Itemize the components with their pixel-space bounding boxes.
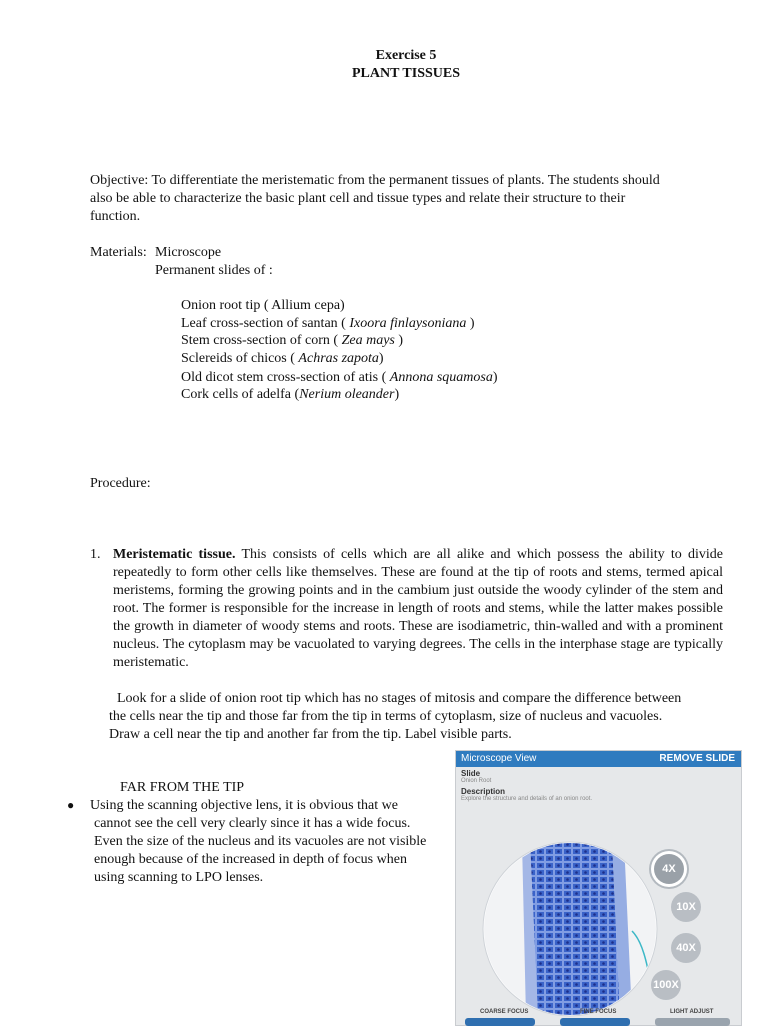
exercise-number: Exercise 5 [375,48,437,63]
microscope-header [456,751,741,767]
procedure-label: Procedure: [90,476,151,491]
meristematic-paragraph: Meristematic tissue. This consists of cells which are all alike and which possess the ability to divide repeatedly to form other cells like themselves. These are found at the tip of roots and stems, termed apical meristems, forming the growing points and in the cambium just outside the woody cylinder of the stem and root. The former is responsible for the increase in length of roots and stems, while the latter makes possible the growth in diameter of woody stems and roots. These are isodiametric, thin-walled and with a prominent nucleus. The cytoplasm may be vacuolated to varying degrees. The cells in the interphase stage are typically meristematic. [113,547,723,670]
section-heading: FAR FROM THE TIP [120,780,245,795]
lens-10x-button[interactable]: 10X [671,892,701,922]
objective-line-1: Objective: To differentiate the meristematic from the permanent tissues of plants. The students should [90,173,660,188]
observation-line: Using the scanning objective lens, it is obvious that we [90,798,398,813]
meristematic-term: Meristematic tissue. [113,547,236,562]
materials-label: Materials: [90,245,147,260]
coarse-focus-slider[interactable] [465,1018,535,1026]
lens-100x-button[interactable]: 100X [651,970,681,1000]
slide-item: Old dicot stem cross-section of atis ( Annona squamosa) [181,370,498,385]
instruction-line-1: Look for a slide of onion root tip which has no stages of mitosis and compare the difference between [117,691,682,706]
slide-item: Sclereids of chicos ( Achras zapota) [181,351,384,366]
fine-focus-slider[interactable] [560,1018,630,1026]
microscope-title: Microscope View [461,753,537,764]
description-value: Explore the structure and details of an onion root. [461,796,593,802]
light-adjust-slider[interactable] [655,1018,730,1026]
page-title: PLANT TISSUES [351,66,461,81]
slide-item: Cork cells of adelfa (Nerium oleander) [181,387,400,402]
description-label: Description [461,787,506,796]
observation-line: using scanning to LPO lenses. [94,870,264,885]
instruction-line-3: Draw a cell near the tip and another far from the tip. Label visible parts. [109,727,512,742]
item-number: 1. [90,547,101,562]
instruction-line-2: the cells near the tip and those far from the tip in terms of cytoplasm, size of nucleus and vacuoles. [109,709,663,724]
remove-slide-button[interactable]: REMOVE SLIDE [659,753,735,764]
materials-microscope: Microscope [155,245,222,260]
eyepiece-view [482,841,658,1017]
coarse-focus-label: COARSE FOCUS [480,1009,529,1015]
fine-focus-label: FINE FOCUS [580,1009,617,1015]
root-tissue [530,841,620,1017]
slide-label: Slide [461,769,481,778]
observation-line: Even the size of the nucleus and its vacuoles are not visible [94,834,427,849]
objective-line-3: function. [90,209,141,224]
observation-line: cannot see the cell very clearly since it has a wide focus. [94,816,411,831]
objective-line-2: also be able to characterize the basic plant cell and tissue types and relate their structure to their [90,191,626,206]
light-adjust-label: LIGHT ADJUST [670,1009,714,1015]
lens-40x-button[interactable]: 40X [671,933,701,963]
slide-item: Onion root tip ( Allium cepa) [181,298,345,313]
materials-slides-label: Permanent slides of : [155,263,273,278]
microscope-view-panel [455,750,742,1026]
bullet: ● [67,798,75,812]
slide-value: Onion Root [461,778,492,784]
slide-item: Stem cross-section of corn ( Zea mays ) [181,333,404,348]
lens-4x-button[interactable]: 4X [654,854,684,884]
observation-line: enough because of the increased in depth of focus when [94,852,407,867]
slide-item: Leaf cross-section of santan ( Ixoora finlaysoniana ) [181,316,475,331]
